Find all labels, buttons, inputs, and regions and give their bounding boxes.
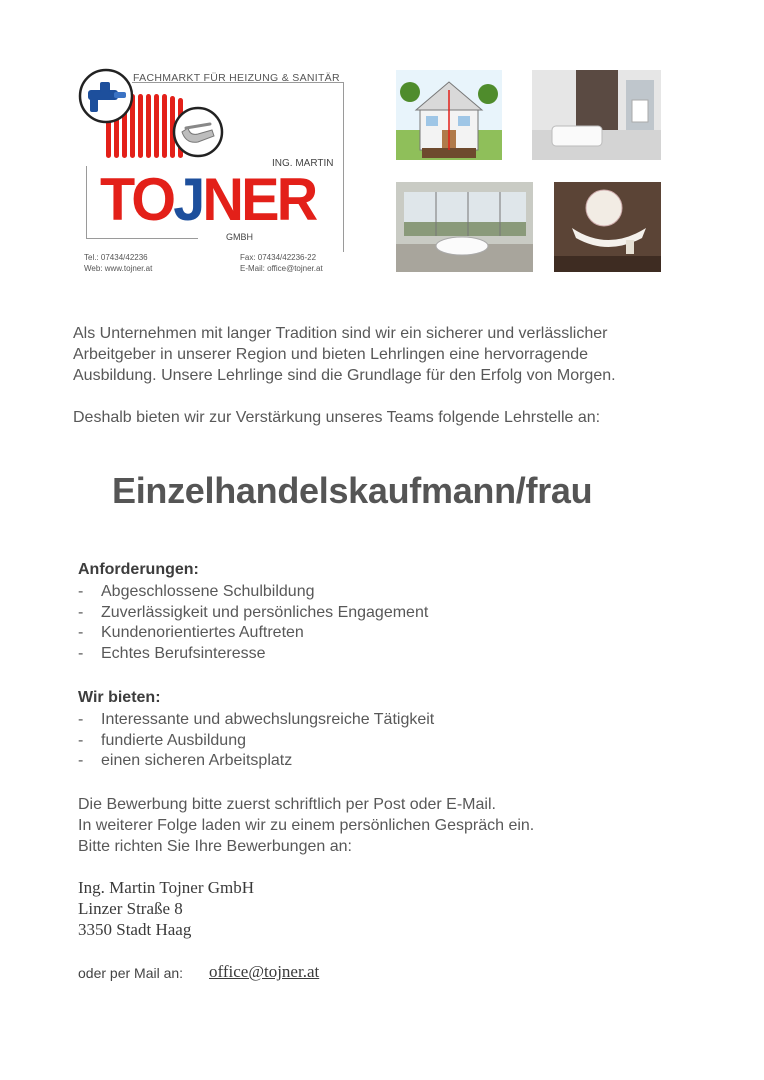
list-item: - einen sicheren Arbeitsplatz bbox=[78, 751, 434, 772]
offer-line: Deshalb bieten wir zur Verstärkung unseres Teams folgende Lehrstelle an: bbox=[73, 409, 601, 426]
logo-company-name: TOJNER bbox=[100, 166, 316, 233]
intro-line: Ausbildung. Unsere Lehrlinge sind die Grundlage für den Erfolg von Morgen. bbox=[73, 367, 616, 384]
email-link[interactable]: office@tojner.at bbox=[209, 962, 320, 981]
intro-paragraph bbox=[73, 323, 616, 386]
company-logo bbox=[76, 66, 358, 280]
application-line: Die Bewerbung bitte zuerst schriftlich per Post oder E-Mail. bbox=[78, 796, 496, 813]
logo-fax: Fax: 07434/42236-22 bbox=[240, 253, 317, 262]
list-item: - Kundenorientiertes Auftreten bbox=[78, 623, 428, 644]
gutter-icon bbox=[172, 106, 224, 158]
address-city: 3350 Stadt Haag bbox=[78, 920, 192, 939]
water-tap-icon bbox=[78, 68, 134, 124]
job-title: Einzelhandelskaufmann/frau bbox=[112, 470, 593, 511]
address-company: Ing. Martin Tojner GmbH bbox=[78, 878, 255, 897]
address-street: Linzer Straße 8 bbox=[78, 899, 183, 918]
logo-frame-line bbox=[343, 82, 344, 252]
requirements-heading: Anforderungen: bbox=[78, 561, 199, 578]
photo-house-heating bbox=[396, 70, 502, 160]
application-paragraph bbox=[78, 794, 534, 857]
intro-line: Als Unternehmen mit langer Tradition sind wir ein sicherer und verlässlicher bbox=[73, 325, 608, 342]
logo-frame-line bbox=[86, 238, 198, 239]
logo-web: Web: www.tojner.at bbox=[84, 264, 153, 273]
logo-frame-line bbox=[86, 166, 87, 238]
logo-legal-form: GMBH bbox=[226, 232, 253, 242]
mail-label: oder per Mail an: bbox=[78, 965, 184, 981]
photo-bathtub-window bbox=[396, 182, 533, 272]
offers-heading: Wir bieten: bbox=[78, 689, 161, 706]
list-item: - Echtes Berufsinteresse bbox=[78, 644, 428, 665]
logo-tel: Tel.: 07434/42236 bbox=[84, 253, 148, 262]
list-item: - Abgeschlossene Schulbildung bbox=[78, 582, 428, 603]
list-item: - Interessante und abwechslungsreiche Tätigkeit bbox=[78, 710, 434, 731]
application-line: Bitte richten Sie Ihre Bewerbungen an: bbox=[78, 838, 352, 855]
requirements-list bbox=[78, 582, 428, 665]
logo-tagline: FACHMARKT FÜR HEIZUNG & SANITÄR bbox=[133, 72, 340, 84]
application-line: In weiterer Folge laden wir zu einem persönlichen Gespräch ein. bbox=[78, 817, 535, 834]
logo-email: E-Mail: office@tojner.at bbox=[240, 264, 323, 273]
logo-ing-prefix: ING. MARTIN bbox=[272, 158, 334, 169]
intro-line: Arbeitgeber in unserer Region und bieten Lehrlingen eine hervorragende bbox=[73, 346, 589, 363]
list-item: - fundierte Ausbildung bbox=[78, 731, 434, 752]
offers-list bbox=[78, 710, 434, 772]
photo-wash-basin bbox=[554, 182, 661, 272]
list-item: - Zuverlässigkeit und persönliches Engagement bbox=[78, 603, 428, 624]
photo-modern-bathroom bbox=[532, 70, 661, 160]
postal-address bbox=[78, 877, 254, 940]
